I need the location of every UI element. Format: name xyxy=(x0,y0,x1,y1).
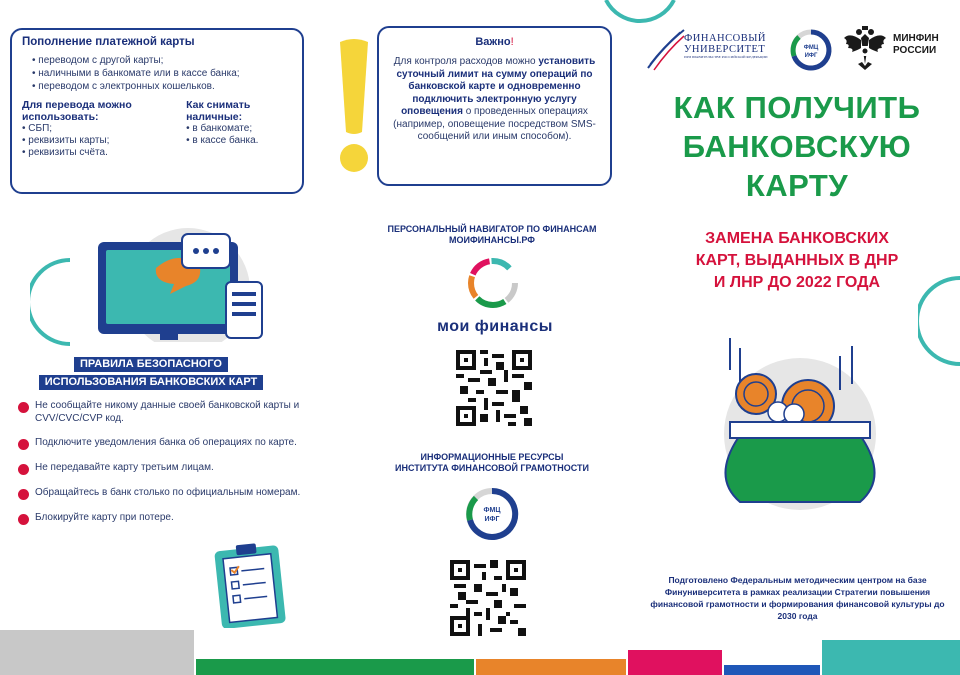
fu-line3: ПРИ ПРАВИТЕЛЬСТВЕ РОССИЙСКОЙ ФЕДЕРАЦИИ xyxy=(684,55,768,59)
topup-list xyxy=(22,54,292,93)
prepared-by-text: Подготовлено Федеральным методическим центром на базе Финуниверситета в рамках реализации Стратегии повышения финансовой грамотности и формирования финансовой культуры до 2030 года xyxy=(650,575,945,621)
bottom-stripe-blue xyxy=(724,665,820,675)
fmc-ifg-logo xyxy=(788,27,834,73)
bullet-dot-icon xyxy=(18,464,29,475)
list-item: • в кассе банка. xyxy=(186,135,259,146)
list-item: • наличными в банкомате или в кассе банка; xyxy=(32,67,292,80)
bullet-dot-icon xyxy=(18,402,29,413)
rule-text: Обращайтесь в банк столько по официальным номерам. xyxy=(35,487,301,498)
bottom-stripe-pink xyxy=(628,650,722,675)
fmc-line1: ФМЦ xyxy=(803,45,819,51)
rule-text: Блокируйте карту при потере. xyxy=(35,512,174,523)
list-item xyxy=(18,512,198,525)
navigator-line1: ПЕРСОНАЛЬНЫЙ НАВИГАТОР ПО ФИНАНСАМ xyxy=(387,224,597,234)
list-item xyxy=(18,462,308,475)
list-item xyxy=(18,487,308,500)
title-line2: БАНКОВСКУЮ xyxy=(682,129,912,164)
rule-text: Не сообщайте никому данные своей банковской карты и CVV/CVC/CVP код. xyxy=(35,400,300,424)
rules-title-line2: ИСПОЛЬЗОВАНИЯ БАНКОВСКИХ КАРТ xyxy=(39,375,264,390)
list-item: • переводом с электронных кошельков. xyxy=(32,80,292,93)
clipboard-icon xyxy=(212,540,290,628)
transfer-heading: Для перевода можно использовать: xyxy=(22,99,132,123)
cash-heading: Как снимать наличные: xyxy=(186,99,251,123)
money-bag-illustration xyxy=(690,330,910,510)
list-item: • СБП; xyxy=(22,123,53,134)
title-line1: КАК ПОЛУЧИТЬ xyxy=(673,90,921,125)
navigator-line2: МОИФИНАНСЫ.РФ xyxy=(449,235,535,245)
fmc-ifg-badge xyxy=(462,486,522,542)
fu-logo-swoosh-icon xyxy=(646,28,686,72)
computer-illustration xyxy=(70,212,270,342)
list-item: • реквизиты счёта. xyxy=(22,147,108,158)
moi-finansy-logo-text: мои финансы xyxy=(437,318,553,335)
topup-title: Пополнение платежной карты xyxy=(22,36,195,48)
bottom-stripe-teal xyxy=(822,640,960,675)
resources-line1: ИНФОРМАЦИОННЫЕ РЕСУРСЫ xyxy=(420,452,564,462)
important-title: Важно! xyxy=(475,36,514,48)
finuniversity-logo xyxy=(684,33,776,59)
fmc-line2: ИФГ xyxy=(804,53,818,59)
bullet-dot-icon xyxy=(18,489,29,500)
rules-title-line1: ПРАВИЛА БЕЗОПАСНОГО xyxy=(74,357,228,372)
page-title xyxy=(640,88,954,205)
russian-eagle-emblem-icon xyxy=(842,24,888,72)
list-item: • реквизиты карты; xyxy=(22,135,110,146)
rule-text: Подключите уведомления банка об операциях по карте. xyxy=(35,437,297,448)
bullet-dot-icon xyxy=(18,439,29,450)
exclamation-icon xyxy=(336,36,372,176)
minfin-logo-text xyxy=(893,33,939,57)
list-item: • переводом с другой карты; xyxy=(32,54,292,67)
transfer-column xyxy=(22,99,176,159)
navigator-title xyxy=(360,224,624,246)
decor-circle-top xyxy=(600,0,680,24)
topup-card-box xyxy=(10,28,304,194)
decor-circle-left xyxy=(30,258,70,346)
title-line3: КАРТУ xyxy=(745,168,849,203)
fu-line2: УНИВЕРСИТЕТ xyxy=(684,44,766,55)
bottom-stripe-gray xyxy=(0,630,194,675)
qr-code-resources[interactable] xyxy=(450,560,526,636)
page-subtitle xyxy=(640,228,954,294)
badge-line2: ИФГ xyxy=(484,516,500,523)
bottom-stripe-green xyxy=(196,659,474,675)
fu-line1: ФИНАНСОВЫЙ xyxy=(684,33,766,44)
rule-text: Не передавайте карту третьим лицам. xyxy=(35,462,214,473)
list-item xyxy=(18,400,308,425)
resources-line2: ИНСТИТУТА ФИНАНСОВОЙ ГРАМОТНОСТИ xyxy=(395,463,589,473)
rules-title xyxy=(20,354,282,390)
important-text: Для контроля расходов можно установить суточный лимит на сумму операций по банковской карте и одновременно подключить электронную услугу оповещения о проведенных операциях (например, оповещение посредством SMS-сообщений или иным способом). xyxy=(393,56,596,142)
badge-line1: ФМЦ xyxy=(483,507,501,514)
resources-title xyxy=(360,452,624,474)
subtitle-line2: КАРТ, ВЫДАННЫХ В ДНР xyxy=(695,252,899,269)
rules-list xyxy=(18,400,308,537)
subtitle-line3: И ЛНР ДО 2022 ГОДА xyxy=(713,274,881,291)
list-item xyxy=(18,437,308,450)
subtitle-line1: ЗАМЕНА БАНКОВСКИХ xyxy=(705,230,889,247)
minfin-line2: РОССИИ xyxy=(893,45,937,56)
minfin-line1: МИНФИН xyxy=(893,33,939,44)
bullet-dot-icon xyxy=(18,514,29,525)
important-box xyxy=(377,26,612,186)
qr-code-navigator[interactable] xyxy=(456,350,532,426)
moi-finansy-logo-ring xyxy=(465,255,521,311)
bottom-stripe-orange xyxy=(476,659,626,675)
cash-column xyxy=(186,99,292,159)
list-item: • в банкомате; xyxy=(186,123,253,134)
